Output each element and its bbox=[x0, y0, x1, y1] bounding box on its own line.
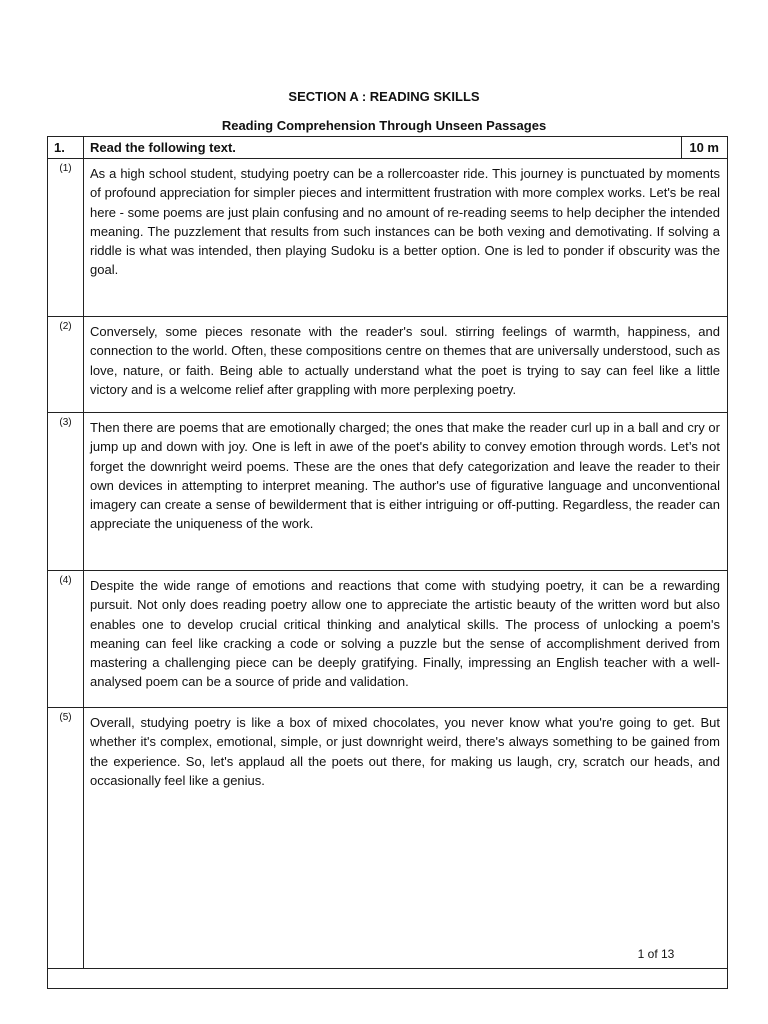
question-instruction: Read the following text. bbox=[84, 137, 682, 159]
paragraph-row bbox=[48, 571, 728, 708]
paragraph-row bbox=[48, 317, 728, 413]
paragraph-row bbox=[48, 413, 728, 571]
empty-cell bbox=[48, 969, 728, 989]
paragraph-text bbox=[84, 708, 728, 969]
paragraph-label: (3) bbox=[48, 413, 84, 571]
section-subtitle: Reading Comprehension Through Unseen Passages bbox=[221, 118, 547, 133]
paragraph-4-body: Despite the wide range of emotions and reactions that come with studying poetry, it can be a rewarding pursuit. Not only does reading poetry allow one to appreciate the artistic beauty of the written word but also enables one to develop crucial critical thinking and analytical skills. The process of unlocking a poem's meaning can feel like cracking a code or solving a puzzle but the sense of accomplishment derived from mastering a challenging piece can be deeply gratifying. Finally, impressing an English teacher with a well-analysed poem can be a source of pride and validation. bbox=[90, 578, 720, 690]
empty-row bbox=[48, 969, 728, 989]
paragraph-text bbox=[84, 159, 728, 317]
paragraph-text bbox=[84, 317, 728, 413]
paragraph-label: (1) bbox=[48, 159, 84, 317]
paragraph-row bbox=[48, 708, 728, 969]
paragraph-row bbox=[48, 159, 728, 317]
page-number: 1 of 13 bbox=[637, 947, 675, 961]
section-title: SECTION A : READING SKILLS bbox=[288, 89, 480, 104]
question-table bbox=[47, 136, 728, 989]
paragraph-3-body: Then there are poems that are emotionally charged; the ones that make the reader curl up in a ball and cry or jump up and down with joy. One is left in awe of the poet's ability to convey emotion through words. Let’s not forget the downright weird poems. These are the ones that defy categorization and leave the reader to their own devices in attempting to interpret meaning. The author's use of figurative language and unconventional imagery can create a sense of bewilderment that is either intriguing or off-putting. Regardless, the reader can appreciate the uniqueness of the work. bbox=[90, 420, 720, 532]
paragraph-2-body: Conversely, some pieces resonate with the reader's soul. stirring feelings of warmth, happiness, and connection to the world. Often, these compositions centre on themes that are universally understood, such as love, nature, or faith. Being able to actually understand what the poet is trying to say can feel like a little victory and is a welcome relief after grappling with more perplexing poetry. bbox=[90, 324, 720, 397]
paragraph-label: (4) bbox=[48, 571, 84, 708]
paragraph-1-body: As a high school student, studying poetry can be a rollercoaster ride. This journey is punctuated by moments of profound appreciation for simpler pieces and intermittent frustration with more complex works. Let's be real here - some poems are just plain confusing and no amount of re-reading seems to help decipher the intended meaning. The puzzlement that results from such instances can be both vexing and demotivating. If solving a riddle is what was intended, then playing Sudoku is a better option. One is led to ponder if obscurity was the goal. bbox=[90, 166, 720, 278]
paragraph-text bbox=[84, 571, 728, 708]
paragraph-5-body: Overall, studying poetry is like a box of mixed chocolates, you never know what you're going to get. But whether it's complex, emotional, simple, or just downright weird, there's always something to be gained from the experience. So, let's applaud all the poets out there, for making us laugh, cry, scratch our heads, and occasionally feel like a genius. bbox=[90, 715, 720, 788]
paragraph-label: (2) bbox=[48, 317, 84, 413]
paragraph-text bbox=[84, 413, 728, 571]
question-marks: 10 m bbox=[682, 137, 728, 159]
question-number: 1. bbox=[48, 137, 84, 159]
paragraph-label: (5) bbox=[48, 708, 84, 969]
question-header-row bbox=[48, 137, 728, 159]
